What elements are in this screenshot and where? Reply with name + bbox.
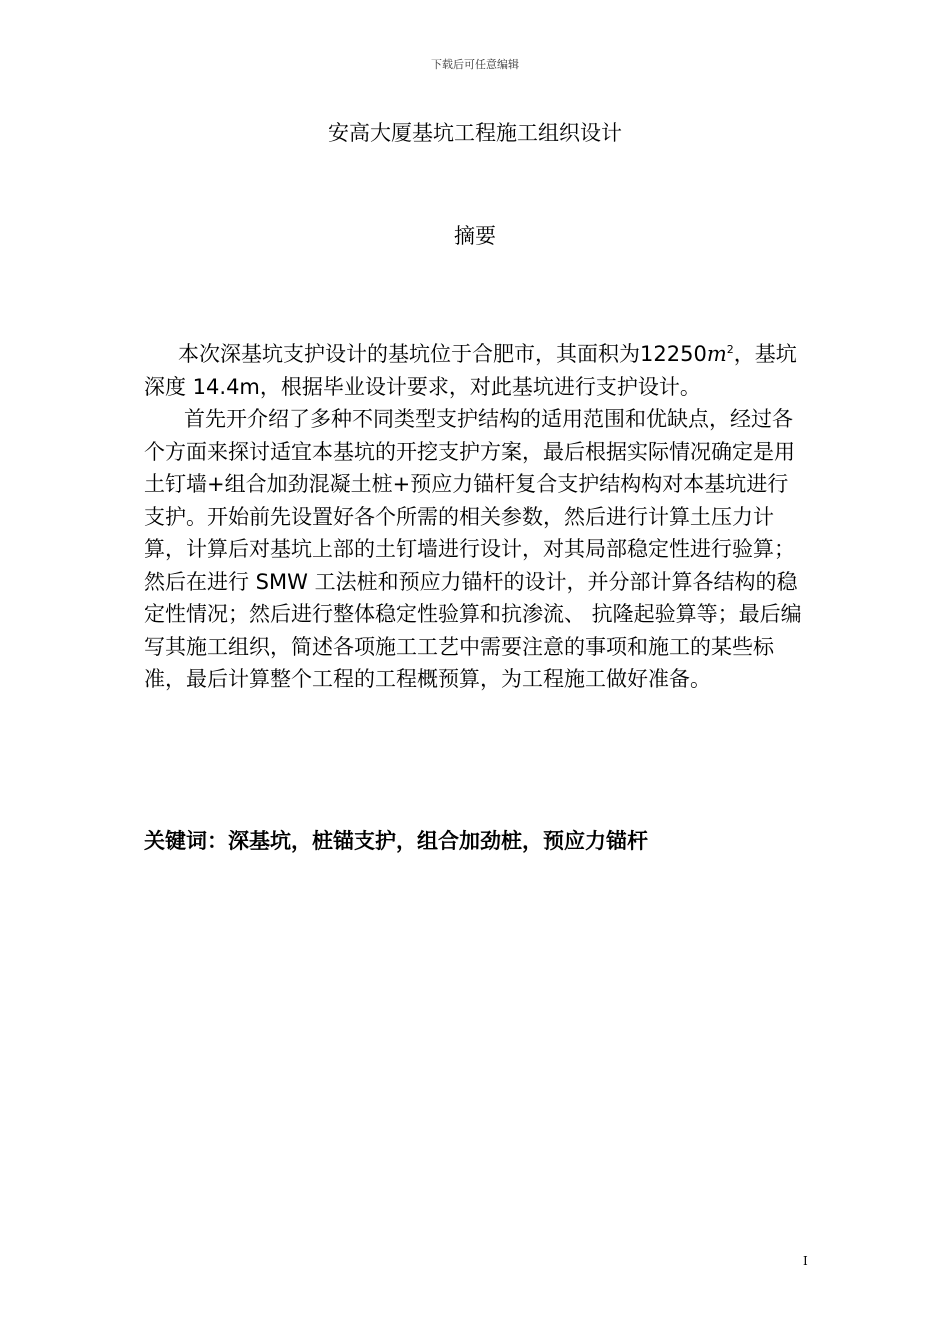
abstract-paragraph-1 (144, 338, 806, 403)
abstract-paragraph-1-text-b: ，基坑深度 14.4m，根据毕业设计要求，对此基坑进行支护设计。 (144, 342, 797, 399)
header-note: 下载后可任意编辑 (431, 58, 519, 71)
abstract-heading: 摘要 (454, 224, 496, 248)
keywords: 关键词：深基坑，桩锚支护，组合加劲桩，预应力锚杆 (144, 829, 648, 853)
abstract-body (144, 338, 806, 696)
abstract-paragraph-2: 首先开介绍了多种不同类型支护结构的适用范围和优缺点，经过各个方面来探讨适宜本基坑的开挖支护方案，最后根据实际情况确定是用土钉墙+组合加劲混凝土桩+预应力锚杆复合支护结构构对本基坑进行支护。开始前先设置好各个所需的相关参数，然后进行计算土压力计算，计算后对基坑上部的土钉墙进行设计，对其局部稳定性进行验算；然后在进行 SMW 工法桩和预应力锚杆的设计，并分部计算各结构的稳定性情况；然后进行整体稳定性验算和抗渗流、 抗隆起验算等；最后编写其施工组织，简述各项施工工艺中需要注意的事项和施工的某些标准，最后计算整个工程的工程概预算，为工程施工做好准备。 (144, 407, 802, 691)
document-title: 安高大厦基坑工程施工组织设计 (328, 121, 622, 145)
area-unit: m (706, 342, 727, 366)
page-number: I (803, 1254, 808, 1268)
abstract-paragraph-1-text-a: 本次深基坑支护设计的基坑位于合肥市，其面积为12250 (178, 342, 707, 366)
area-unit-exponent: 2 (726, 343, 734, 356)
